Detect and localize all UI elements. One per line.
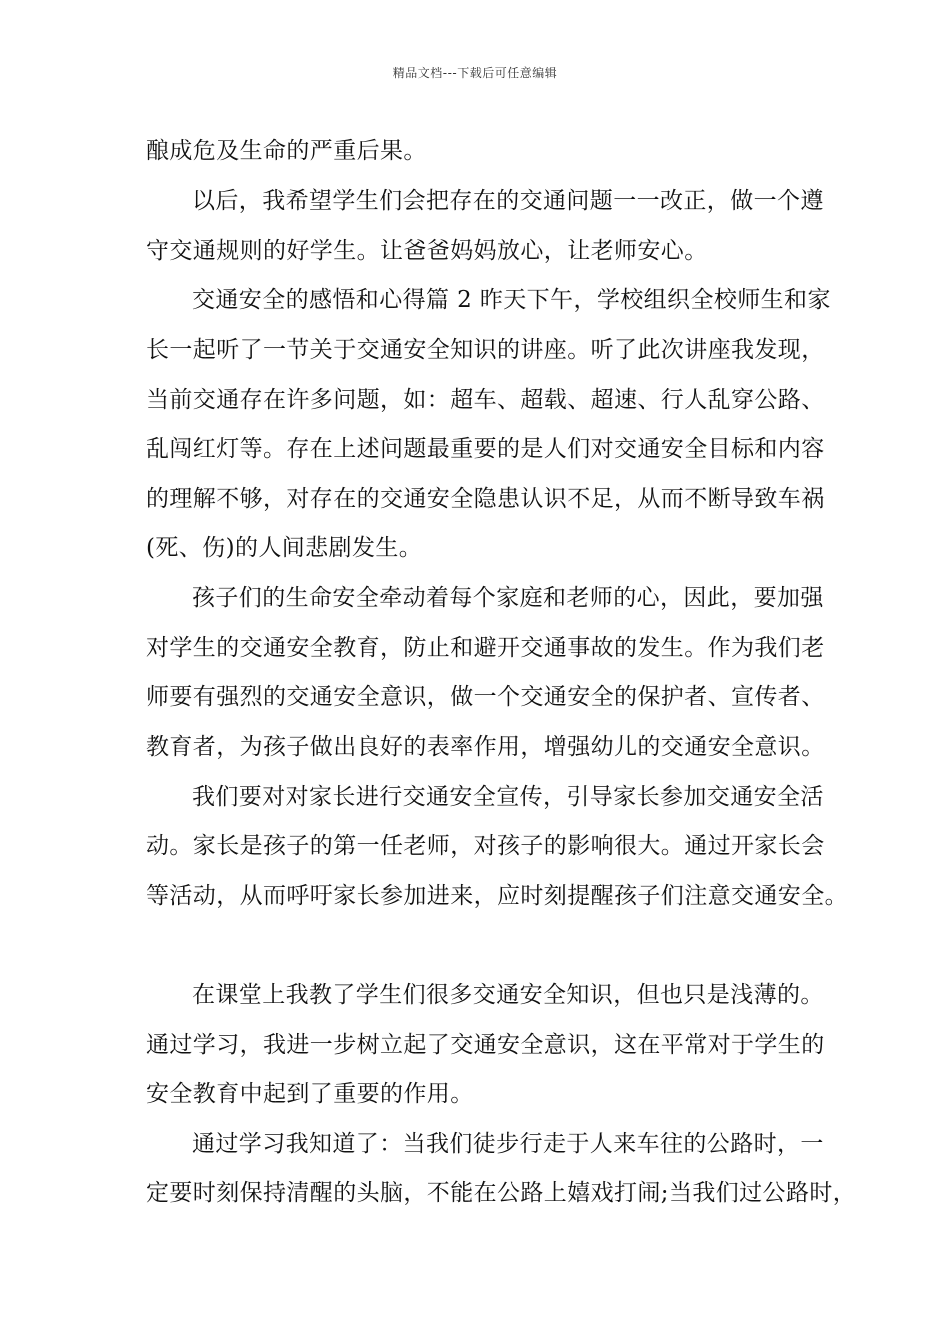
text-line: 孩子们的生命安全牵动着每个家庭和老师的心，因此，要加强 bbox=[192, 585, 824, 611]
text-line: 我们要对对家长进行交通安全宣传，引导家长参加交通安全活 bbox=[192, 784, 824, 810]
text-line: 对学生的交通安全教育，防止和避开交通事故的发生。作为我们老 bbox=[146, 635, 825, 661]
text-line: (死、伤)的人间悲剧发生。 bbox=[146, 535, 423, 561]
text-line: 等活动，从而呼吁家长参加进来，应时刻提醒孩子们注意交通安全。 bbox=[146, 883, 848, 909]
text-line: 乱闯红灯等。存在上述问题最重要的是人们对交通安全目标和内容 bbox=[146, 436, 825, 462]
text-line: 师要有强烈的交通安全意识，做一个交通安全的保护者、宣传者、 bbox=[146, 684, 825, 710]
text-line: 当前交通存在许多问题，如：超车、超载、超速、行人乱穿公路、 bbox=[146, 387, 825, 413]
text-line: 酿成危及生命的严重后果。 bbox=[146, 138, 427, 164]
text-line: 守交通规则的好学生。让爸爸妈妈放心，让老师安心。 bbox=[146, 238, 708, 264]
text-line: 动。家长是孩子的第一任老师，对孩子的影响很大。通过开家长会 bbox=[146, 833, 825, 859]
text-line: 通过学习我知道了：当我们徒步行走于人来车往的公路时，一 bbox=[192, 1131, 824, 1157]
text-line: 长一起听了一节关于交通安全知识的讲座。听了此次讲座我发现， bbox=[146, 337, 825, 363]
text-line: 通过学习，我进一步树立起了交通安全意识，这在平常对于学生的 bbox=[146, 1032, 825, 1058]
text-line: 在课堂上我教了学生们很多交通安全知识，但也只是浅薄的。 bbox=[192, 982, 824, 1008]
page-header: 精品文档---下载后可任意编辑 bbox=[392, 66, 558, 80]
text-line: 教育者，为孩子做出良好的表率作用，增强幼儿的交通安全意识。 bbox=[146, 734, 825, 760]
text-line: 以后，我希望学生们会把存在的交通问题一一改正，做一个遵 bbox=[192, 188, 824, 214]
text-line: 的理解不够，对存在的交通安全隐患认识不足，从而不断导致车祸 bbox=[146, 486, 825, 512]
text-line: 定要时刻保持清醒的头脑，不能在公路上嬉戏打闹;当我们过公路时， bbox=[146, 1180, 857, 1206]
text-line: 交通安全的感悟和心得篇 2 昨天下午，学校组织全校师生和家 bbox=[192, 287, 831, 313]
text-line: 安全教育中起到了重要的作用。 bbox=[146, 1081, 474, 1107]
